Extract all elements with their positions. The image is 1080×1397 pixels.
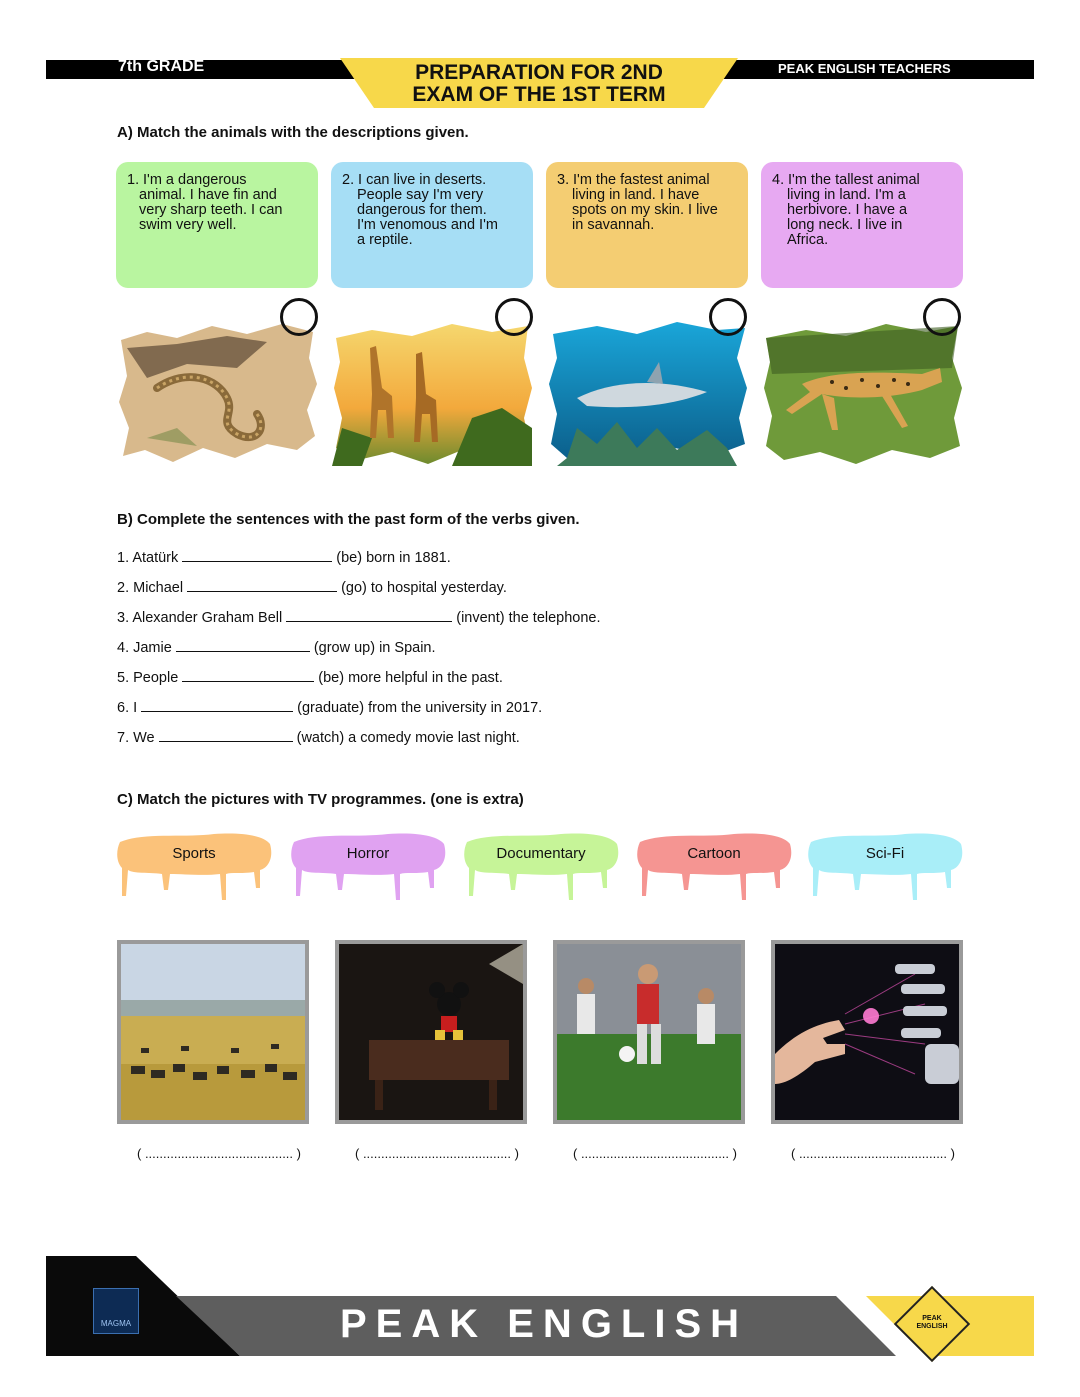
card-line: I'm venomous and I'm xyxy=(357,217,498,233)
sports-players-image xyxy=(553,940,745,1124)
answer-blank[interactable] xyxy=(182,667,314,682)
description-card-2 xyxy=(331,162,533,288)
savannah-illustration xyxy=(121,944,305,1120)
sentence-suffix: (grow up) in Spain. xyxy=(313,640,436,656)
peak-english-badge-text xyxy=(905,1315,959,1331)
card-line: I can live in deserts. xyxy=(358,172,487,188)
answer-circle-4[interactable] xyxy=(923,298,961,336)
programme-documentary: Documentary xyxy=(496,845,586,862)
card-line: in savannah. xyxy=(572,217,655,233)
sentence-7 xyxy=(117,727,520,746)
card-line: very sharp teeth. I can xyxy=(139,202,283,218)
footer-brand: PEAK ENGLISH xyxy=(340,1302,749,1346)
sentence-3 xyxy=(117,607,601,626)
answer-blank[interactable] xyxy=(182,547,332,562)
badge-line1: PEAK xyxy=(922,1315,942,1322)
card-number: 3. xyxy=(557,172,570,188)
card-line: dangerous for them. xyxy=(357,202,487,218)
paint-splash-cartoon xyxy=(634,828,794,910)
scifi-illustration xyxy=(775,944,959,1120)
grade-label: 7th GRADE xyxy=(118,58,205,75)
card-line: People say I'm very xyxy=(357,187,484,203)
answer-circle-2[interactable] xyxy=(495,298,533,336)
sentence-6 xyxy=(117,697,542,716)
paint-splash-horror xyxy=(288,828,448,910)
page-title xyxy=(340,62,738,106)
card-line: long neck. I live in xyxy=(787,217,903,233)
card-number: 1. xyxy=(127,172,140,188)
page-title-line1: PREPARATION FOR 2ND xyxy=(415,61,663,84)
answer-field-3[interactable]: ( ......................................... ) xyxy=(573,1146,737,1161)
card-line: animal. I have fin and xyxy=(139,187,277,203)
programme-sports: Sports xyxy=(172,845,216,862)
answer-blank[interactable] xyxy=(141,697,293,712)
cheetah-image xyxy=(762,318,962,466)
shark-image xyxy=(547,318,747,466)
badge-line2: ENGLISH xyxy=(916,1323,948,1330)
card-line: herbivore. I have a xyxy=(787,202,908,218)
mickey-piano-image xyxy=(335,940,527,1124)
paint-splash-documentary xyxy=(461,828,621,910)
giraffe-image xyxy=(332,318,532,466)
answer-circle-1[interactable] xyxy=(280,298,318,336)
cartoon-illustration xyxy=(339,944,523,1120)
card-number: 4. xyxy=(772,172,785,188)
sentence-suffix: (be) born in 1881. xyxy=(336,550,451,566)
publisher-label: PEAK ENGLISH TEACHERS xyxy=(778,61,951,76)
paint-splash-sports xyxy=(114,828,274,910)
sentence-4 xyxy=(117,637,436,656)
answer-blank[interactable] xyxy=(176,637,310,652)
answer-circle-3[interactable] xyxy=(709,298,747,336)
robot-hand-image xyxy=(771,940,963,1124)
card-line: a reptile. xyxy=(357,232,413,248)
sentence-5 xyxy=(117,667,503,686)
answer-blank[interactable] xyxy=(159,727,293,742)
sentence-prefix: 7. We xyxy=(117,730,155,746)
sports-illustration xyxy=(557,944,741,1120)
sentence-prefix: 1. Atatürk xyxy=(117,550,179,566)
sentence-prefix: 6. I xyxy=(117,700,138,716)
programme-cartoon: Cartoon xyxy=(687,845,741,862)
sentence-suffix: (be) more helpful in the past. xyxy=(318,670,503,686)
card-number: 2. xyxy=(342,172,355,188)
savannah-image xyxy=(117,940,309,1124)
card-line: Africa. xyxy=(787,232,829,248)
snake-image xyxy=(117,318,317,466)
section-a-title: A) Match the animals with the descriptions given. xyxy=(117,124,469,141)
description-card-4 xyxy=(761,162,963,288)
magma-logo xyxy=(93,1288,139,1334)
magma-logo-text: MAGMA xyxy=(100,1319,132,1328)
sentence-prefix: 2. Michael xyxy=(117,580,184,596)
sentence-suffix: (watch) a comedy movie last night. xyxy=(296,730,520,746)
answer-field-1[interactable]: ( ......................................... ) xyxy=(137,1146,301,1161)
answer-blank[interactable] xyxy=(187,577,337,592)
section-b-title: B) Complete the sentences with the past form of the verbs given. xyxy=(117,511,580,528)
card-line: I'm the tallest animal xyxy=(788,172,920,188)
card-line: living in land. I'm a xyxy=(787,187,906,203)
card-line: living in land. I have xyxy=(572,187,700,203)
sentence-prefix: 4. Jamie xyxy=(117,640,172,656)
paint-splash-scifi xyxy=(805,828,965,910)
card-line: spots on my skin. I live xyxy=(572,202,718,218)
answer-field-2[interactable]: ( ......................................... ) xyxy=(355,1146,519,1161)
description-card-1 xyxy=(116,162,318,288)
programme-horror: Horror xyxy=(346,845,390,862)
card-line: I'm a dangerous xyxy=(143,172,247,188)
card-line: swim very well. xyxy=(139,217,237,233)
sentence-prefix: 3. Alexander Graham Bell xyxy=(117,610,283,626)
sentence-1 xyxy=(117,547,451,566)
answer-blank[interactable] xyxy=(286,607,452,622)
sentence-prefix: 5. People xyxy=(117,670,179,686)
sentence-suffix: (go) to hospital yesterday. xyxy=(341,580,507,596)
sentence-suffix: (graduate) from the university in 2017. xyxy=(297,700,543,716)
card-line: I'm the fastest animal xyxy=(573,172,710,188)
section-c-title: C) Match the pictures with TV programmes. (one is extra) xyxy=(117,791,524,808)
programme-scifi: Sci-Fi xyxy=(865,845,905,862)
answer-field-4[interactable]: ( ......................................... ) xyxy=(791,1146,955,1161)
sentence-suffix: (invent) the telephone. xyxy=(456,610,601,626)
description-card-3 xyxy=(546,162,748,288)
sentence-2 xyxy=(117,577,507,596)
page-title-line2: EXAM OF THE 1ST TERM xyxy=(412,83,666,106)
